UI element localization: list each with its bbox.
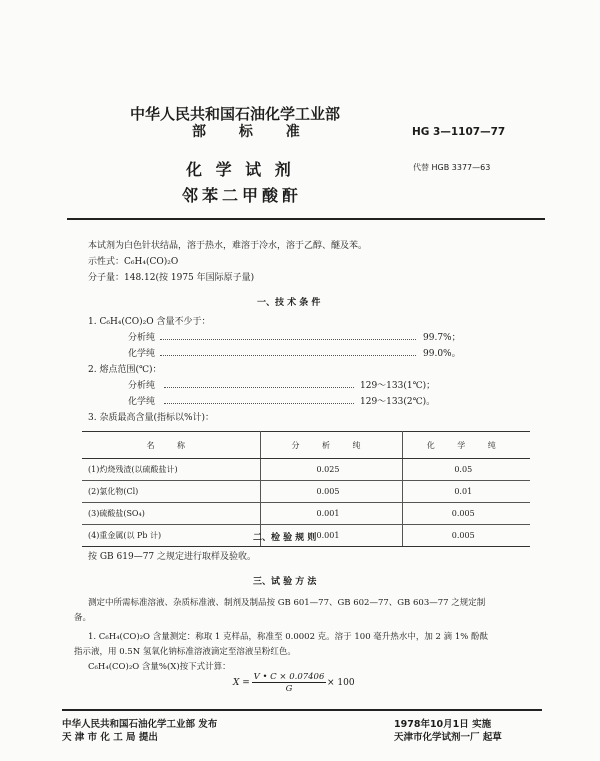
table-row [82, 503, 530, 525]
item2-cp-value: 129～133(2℃)。 [360, 397, 436, 407]
item2-cp-label: 化学纯 [128, 397, 156, 407]
column-header-ar: 分 析 纯 [260, 432, 402, 459]
impurity-cp-value: 0.005 [402, 503, 530, 525]
item2-label: 2. 熔点范围(℃)： [88, 365, 162, 375]
section1-title: 一、技 术 条 件 [257, 298, 321, 308]
assay-paragraph-line: 指示液，用 0.5N 氢氧化钠标准溶液滴定至溶液呈粉红色。 [74, 647, 296, 657]
impurity-ar-value: 0.025 [260, 459, 402, 481]
product-title: 邻苯二甲酸酐 [182, 186, 303, 205]
item1-cp-label: 化学纯 [128, 349, 156, 359]
item1-label: 1. C₆H₄(CO)₂O 含量不少于： [88, 317, 211, 327]
equation-denominator: G [285, 684, 293, 694]
assay-paragraph-line: 1. C₆H₄(CO)₂O 含量测定：称取 1 克样品，称准至 0.0002 克。溶于 100 毫升热水中，加 2 滴 1% 酚酞 [88, 632, 489, 642]
impurity-cp-value: 0.005 [402, 525, 530, 547]
equation-lhs: X = [233, 678, 250, 688]
section3-title: 三、试 验 方 法 [253, 577, 317, 587]
impurity-name: (3)硫酸盐(SO₄) [82, 503, 260, 525]
impurity-name: (2)氯化物(Cl) [82, 481, 260, 503]
molecular-weight: 分子量：148.12(按 1975 年国际原子量) [88, 273, 255, 283]
leader-dots [164, 403, 354, 404]
impurity-cp-value: 0.01 [402, 481, 530, 503]
leader-dots [160, 339, 416, 340]
method-paragraph-line: 测定中所需标准溶液、杂质标准液、制剂及制品按 GB 601—77、GB 602—77、GB 603—77 之规定制 [88, 598, 486, 608]
ministry-title: 中华人民共和国石油化学工业部 [130, 105, 341, 123]
leader-dots [160, 355, 416, 356]
issuer: 中华人民共和国石油化学工业部 发布 [62, 719, 218, 730]
standard-type: 部 标 准 [192, 124, 314, 140]
replaces-note: 代替 HGB 3377—63 [413, 163, 491, 172]
impurity-cp-value: 0.05 [402, 459, 530, 481]
section2-title: 二、检 验 规 则 [253, 533, 317, 543]
equation-numerator: V • C × 0.07406 [253, 672, 325, 682]
impurity-ar-value: 0.005 [260, 481, 402, 503]
leader-dots [164, 387, 354, 388]
standard-number: HG 3—1107—77 [412, 126, 506, 138]
category-title: 化 学 试 剂 [186, 160, 295, 179]
proposer: 天 津 市 化 工 局 提出 [62, 732, 158, 743]
table-row [82, 459, 530, 481]
table-row [82, 481, 530, 503]
formula-intro: C₆H₄(CO)₂O 含量%(X)按下式计算： [88, 662, 231, 672]
impurity-name: (1)灼烧残渣(以硫酸盐计) [82, 459, 260, 481]
section2-text: 按 GB 619—77 之规定进行取样及验收。 [88, 552, 257, 562]
footer-rule [62, 709, 542, 711]
equation-tail: × 100 [327, 678, 355, 688]
impurity-name: (4)重金属(以 Pb 计) [82, 525, 260, 547]
column-header-name: 名 称 [82, 432, 260, 459]
implementation-date: 1978年10月1日 实施 [394, 719, 492, 730]
table-header-row [82, 432, 530, 459]
item1-cp-value: 99.0%。 [423, 349, 461, 359]
impurity-ar-value: 0.001 [260, 525, 402, 547]
column-header-cp: 化 学 纯 [402, 432, 530, 459]
method-paragraph-line: 备。 [74, 613, 92, 623]
description: 本试剂为白色针状结晶，溶于热水，难溶于冷水，溶于乙醇、醚及苯。 [88, 241, 368, 251]
item3-label: 3. 杂质最高含量(指标以%计)： [88, 413, 215, 423]
item1-ar-label: 分析纯 [128, 333, 156, 343]
header-rule [67, 218, 545, 220]
item2-ar-value: 129～133(1℃)； [360, 381, 436, 391]
item2-ar-label: 分析纯 [128, 381, 156, 391]
formula: 示性式：C₆H₄(CO)₂O [88, 257, 179, 267]
drafting-factory: 天津市化学试剂一厂 起草 [394, 732, 502, 743]
item1-ar-value: 99.7%； [423, 333, 461, 343]
impurity-ar-value: 0.001 [260, 503, 402, 525]
